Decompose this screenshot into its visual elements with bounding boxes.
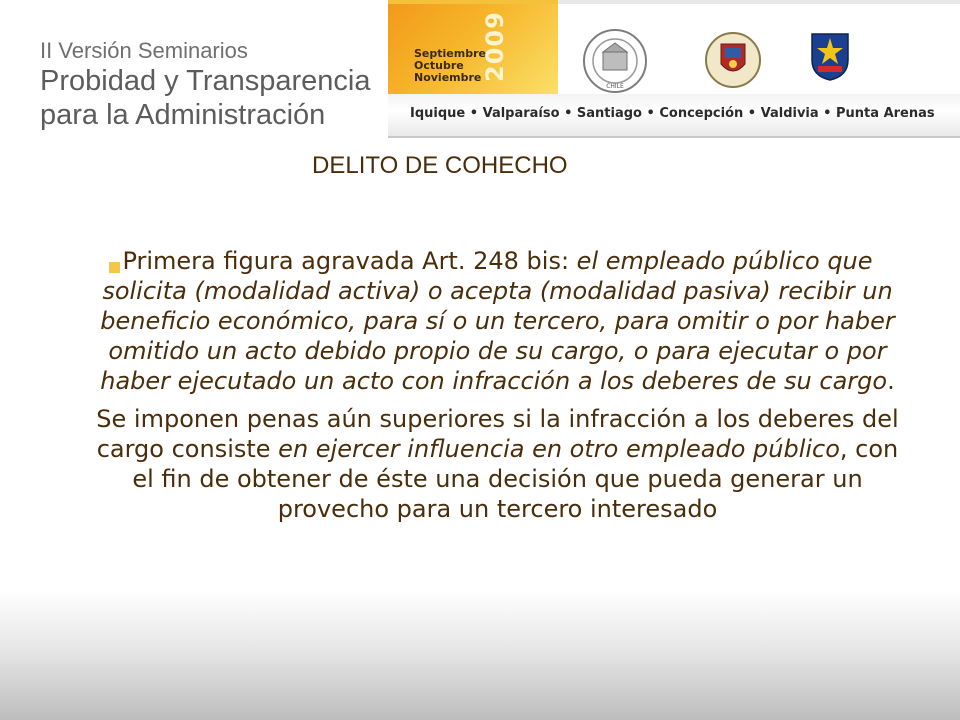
p2-italic: en ejercer influencia en otro empleado público bbox=[278, 435, 840, 463]
p1-lead: Primera figura agravada Art. 248 bis: bbox=[122, 247, 577, 275]
p2-lead: Se imponen penas aún superiores si la infracción a los deberes del cargo consiste bbox=[96, 405, 899, 463]
seminar-title-line2: para la Administración bbox=[40, 99, 326, 131]
paragraph-penalties bbox=[90, 404, 905, 524]
paragraph-first-figure bbox=[90, 246, 905, 396]
slide-body bbox=[90, 246, 905, 524]
p1-italic: el empleado público que solicita (modalidad activa) o acepta (modalidad pasiva) recibir un beneficio económico, para sí o un tercero, para omitir o por haber omitido un acto debido propio de su cargo, o para ejecutar o por haber ejecutado un acto con infracción a los deberes de su cargo bbox=[100, 247, 895, 395]
seminar-edition: II Versión Seminarios bbox=[40, 38, 248, 63]
university-shield-icon bbox=[810, 32, 850, 82]
month-september: Septiembre bbox=[414, 47, 486, 60]
months-list bbox=[414, 48, 486, 84]
p2-end: , con el fin de obtener de éste una decisión que pueda generar un provecho para un tercero interesado bbox=[132, 435, 899, 523]
seminar-title-line1: Probidad y Transparencia bbox=[40, 65, 371, 97]
seal-text: CHILE bbox=[606, 83, 624, 90]
slide-title: DELITO DE COHECHO bbox=[312, 152, 568, 179]
p1-end: . bbox=[887, 367, 895, 395]
year-label: 2009 bbox=[481, 11, 509, 82]
cities-list: Iquique • Valparaíso • Santiago • Concepción • Valdivia • Punta Arenas bbox=[410, 106, 935, 121]
month-october: Octubre bbox=[414, 59, 464, 72]
month-november: Noviembre bbox=[414, 71, 482, 84]
contraloria-seal-icon bbox=[582, 28, 648, 94]
seminar-header bbox=[40, 38, 370, 132]
university-crest-icon bbox=[705, 30, 761, 90]
